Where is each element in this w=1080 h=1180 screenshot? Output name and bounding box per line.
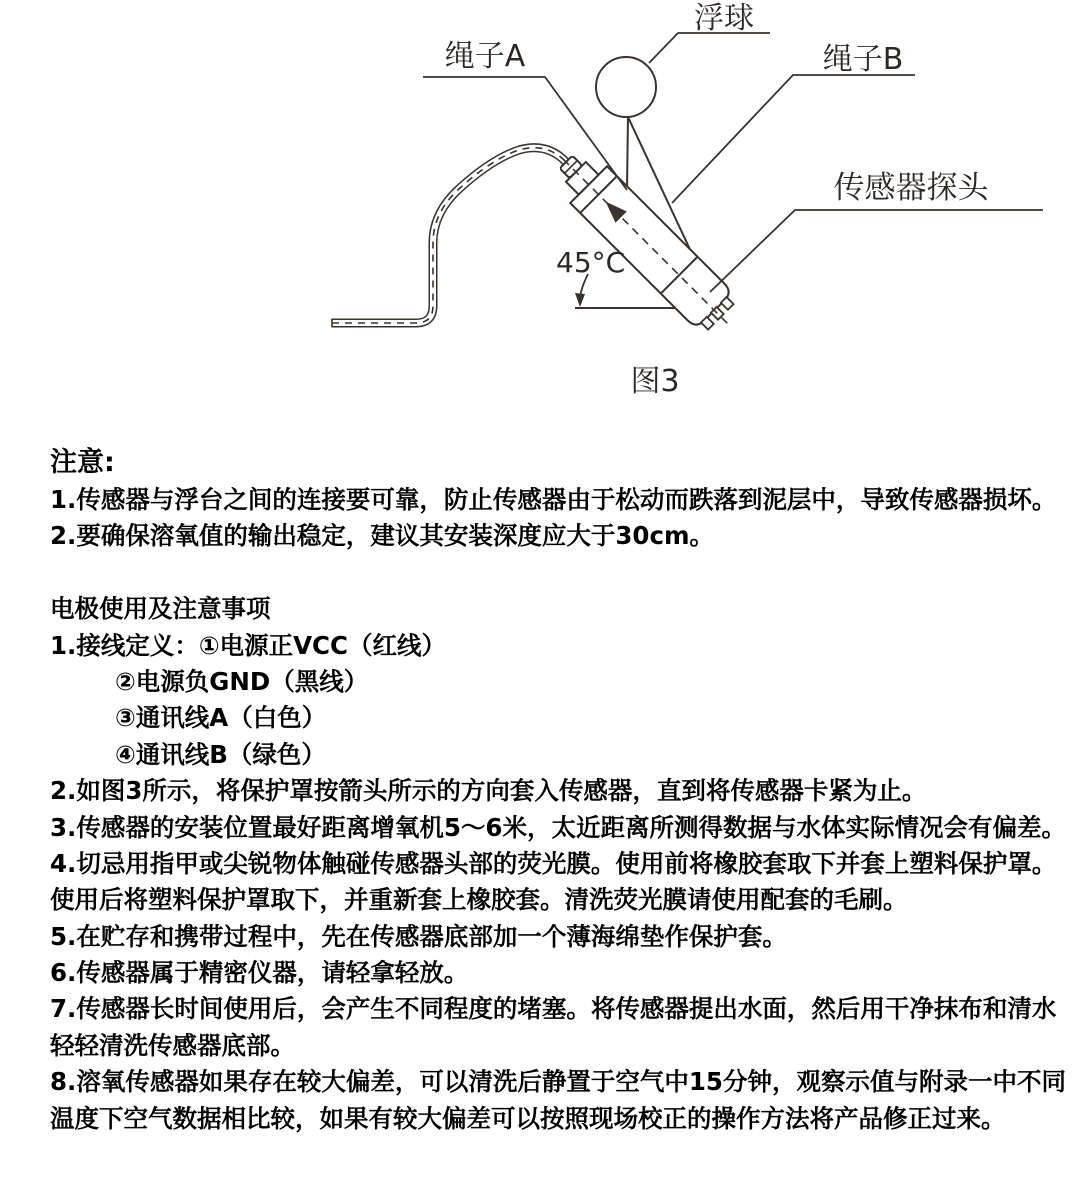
instruction-item: 6.传感器属于精密仪器，请轻拿轻放。	[50, 958, 469, 988]
angle-label: 45°C	[556, 246, 626, 279]
rope-b-label: 绳子B	[822, 42, 904, 77]
sensor-installation-drawing	[0, 0, 1080, 430]
instruction-item-continuation: 使用后将塑料保护罩取下，并重新套上橡胶套。清洗荧光膜请使用配套的毛刷。	[50, 885, 908, 915]
electrode-section-title: 电极使用及注意事项	[50, 594, 271, 624]
wiring-comm-a-line: ③通讯线A（白色）	[115, 703, 327, 733]
rope-a-line	[627, 117, 628, 190]
wiring-gnd-line: ②电源负GND（黑线）	[115, 666, 369, 696]
sensor-probe-leader	[710, 210, 1043, 292]
float-ball	[596, 57, 656, 117]
float-ball-label: 浮球	[694, 1, 754, 36]
figure-3-diagram	[0, 0, 1080, 430]
instruction-item-continuation: 轻轻清洗传感器底部。	[50, 1030, 295, 1060]
instructions-text	[50, 482, 1066, 1137]
notice-item: 1.传感器与浮台之间的连接要可靠，防止传感器由于松动而跌落到泥层中，导致传感器损坏。	[50, 485, 1057, 514]
sensor-body	[545, 141, 746, 342]
instruction-item: 2.如图3所示，将保护罩按箭头所示的方向套入传感器，直到将传感器卡紧为止。	[50, 776, 927, 806]
figure-caption: 图3	[630, 364, 680, 399]
blank-line	[50, 555, 1060, 591]
instruction-item: 8.溶氧传感器如果存在较大偏差，可以清洗后静置于空气中15分钟，观察示值与附录一中不同	[50, 1067, 1066, 1097]
instruction-item-continuation: 温度下空气数据相比较，如果有较大偏差可以按照现场校正的操作方法将产品修正过来。	[50, 1103, 1006, 1133]
sensor-probe-label: 传感器探头	[833, 170, 989, 206]
sensor-cable	[332, 148, 566, 328]
wiring-comm-b-line: ④通讯线B（绿色）	[115, 739, 326, 769]
float-ball-leader	[649, 33, 770, 63]
instruction-item: 7.传感器长时间使用后，会产生不同程度的堵塞。将传感器提出水面，然后用干净抹布和清水	[50, 994, 1057, 1024]
instruction-item: 5.在贮存和携带过程中，先在传感器底部加一个薄海绵垫作保护套。	[50, 921, 787, 951]
rope-a-label: 绳子A	[444, 39, 526, 74]
instruction-item: 4.切忌用指甲或尖锐物体触碰传感器头部的荧光膜。使用前将橡胶套取下并套上塑料保护罩。	[50, 848, 1057, 878]
instruction-item: 3.传感器的安装位置最好距离增氧机5～6米，太近距离所测得数据与水体实际情况会有偏差。	[50, 812, 1066, 842]
notice-item: 2.要确保溶氧值的输出稳定，建议其安装深度应大于30cm。	[50, 521, 714, 551]
notice-title: 注意:	[50, 447, 115, 478]
wiring-definition-line: 1.接线定义：①电源正VCC（红线）	[50, 630, 447, 660]
